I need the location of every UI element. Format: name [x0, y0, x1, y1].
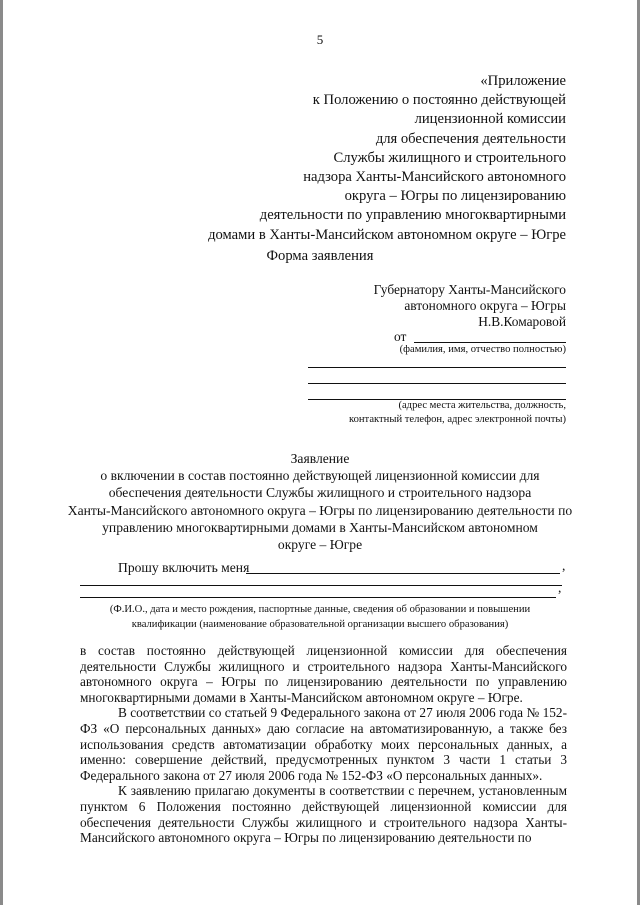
caption-address — [349, 399, 566, 427]
appendix-line: Службы жилищного и строительного — [333, 149, 566, 166]
paragraph-2: В соответствии со статьей 9 Федерального закона от 27 июля 2006 года № 152-ФЗ «О персональных данных» даю согласие на автоматизированную, а также без использования средств автоматизации обработку моих персональных данных, а именно: совершение действий, предусмотренных пунктом 3 части 1 статьи 3 Федерального закона от 27 июля 2006 года № 152-ФЗ «О персональных данных». — [80, 705, 567, 783]
caption-person-line: квалификации (наименование образовательной организации высшего образования) — [131, 619, 509, 630]
paragraph-1: в состав постоянно действующей лицензионной комиссии для обеспечения деятельности Службы жилищного и строительного надзора Ханты-Мансийского автономного округа – Югры по лицензированию деятельности по управлению многоквартирными домами в Ханты-Мансийском автономном округе – Югре. — [80, 643, 567, 705]
addressee-line: автономного округа – Югры — [404, 298, 566, 313]
address-fill-line-2[interactable] — [308, 383, 566, 384]
caption-address-line: контактный телефон, адрес электронной почты) — [348, 414, 566, 425]
caption-person — [60, 602, 580, 632]
appendix-line: надзора Ханты-Мансийского автономного — [303, 169, 566, 186]
from-label: от — [394, 329, 407, 344]
statement-line: управлению многоквартирными домами в Ханты-Мансийском автономном — [102, 519, 538, 535]
statement-line: Ханты-Мансийского автономного округа – Югры по лицензированию деятельности по — [67, 502, 573, 518]
scan-edge-left — [0, 0, 3, 905]
request-fill-line-3[interactable] — [80, 597, 556, 598]
request-comma-2: , — [558, 580, 562, 595]
statement-line: обеспечения деятельности Службы жилищного и строительного надзора — [108, 485, 532, 501]
statement-heading — [60, 450, 580, 553]
appendix-line: к Положению о постоянно действующей — [312, 92, 566, 109]
statement-title: Заявление — [290, 451, 350, 466]
address-fill-line-1[interactable] — [308, 367, 566, 368]
appendix-line: округа – Югры по лицензированию — [344, 188, 566, 205]
appendix-line: домами в Ханты-Мансийском автономном округе – Югре — [208, 226, 566, 243]
request-fill-line-1[interactable] — [246, 573, 560, 574]
statement-line: о включении в состав постоянно действующей лицензионной комиссии для — [100, 468, 540, 484]
page-number: 5 — [316, 32, 324, 47]
request-fill-line-2[interactable] — [80, 585, 562, 586]
statement-line: округе – Югре — [277, 537, 363, 553]
appendix-line: лицензионной комиссии — [414, 111, 566, 128]
caption-person-line: (Ф.И.О., дата и место рождения, паспортные данные, сведения об образовании и повышении — [109, 604, 531, 615]
request-comma: , — [562, 558, 566, 573]
caption-name: (фамилия, имя, отчество полностью) — [399, 344, 566, 355]
caption-address-line: (адрес места жительства, должность, — [398, 400, 566, 411]
body-text — [80, 643, 567, 846]
addressee-line: Губернатору Ханты-Мансийского — [373, 282, 566, 297]
request-label: Прошу включить меня — [118, 560, 250, 575]
form-title: Форма заявления — [266, 248, 374, 264]
appendix-line: «Приложение — [480, 73, 566, 89]
appendix-line: деятельности по управлению многоквартирными — [259, 207, 566, 224]
addressee-block — [306, 282, 566, 330]
appendix-line: для обеспечения деятельности — [375, 130, 566, 147]
paragraph-3: К заявлению прилагаю документы в соответствии с перечнем, установленным пунктом 6 Положения постоянно действующей лицензионной комиссии для обеспечения деятельности Службы жилищного и строительного надзора Ханты-Мансийского автономного округа – Югры по лицензированию деятельности по — [80, 783, 567, 846]
addressee-line: Н.В.Комаровой — [478, 314, 566, 329]
appendix-header — [136, 72, 566, 245]
